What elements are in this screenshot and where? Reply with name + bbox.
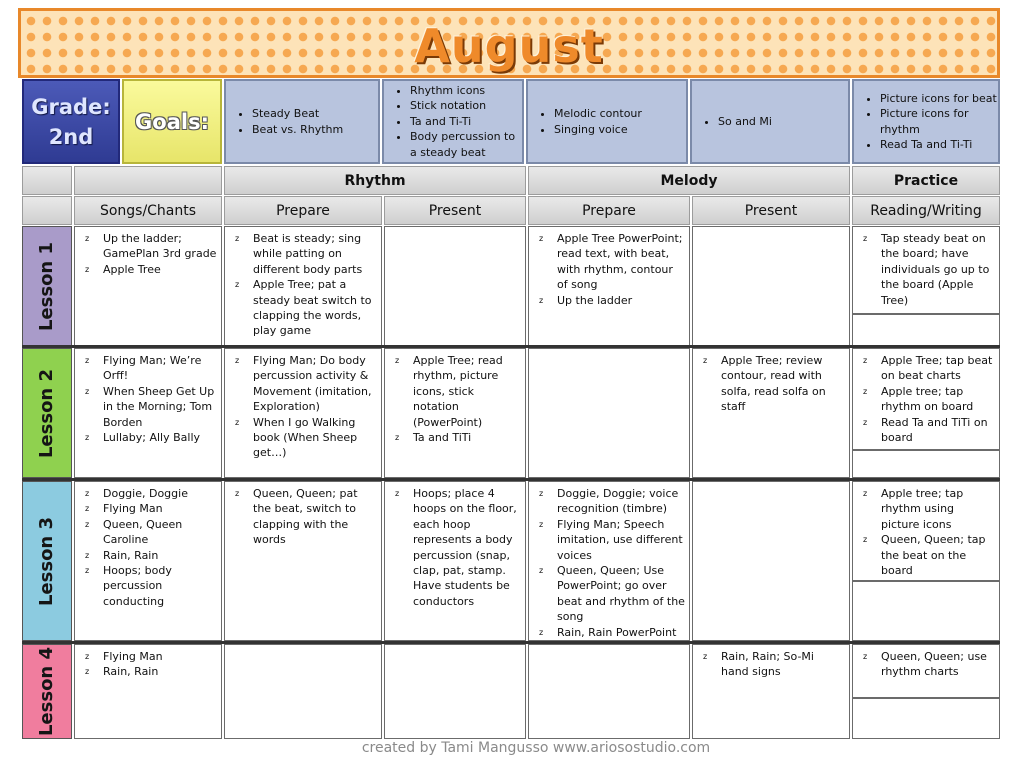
- activity-item: z Read Ta and TiTi on board: [881, 415, 995, 446]
- goal-cell-3: [526, 79, 688, 164]
- activity-list: [697, 353, 845, 415]
- activity-item: z Doggie, Doggie; voice recognition (timbre): [557, 486, 685, 517]
- goal-item: • Body percussion to a steady beat: [410, 129, 522, 160]
- goal-item: • Singing voice: [554, 122, 642, 138]
- goal-list: [532, 106, 642, 137]
- header-practice: Practice: [852, 166, 1000, 195]
- activity-list: [857, 231, 995, 308]
- lesson-tab-1: [22, 226, 72, 346]
- lesson-2-rhythm-present-cell: [384, 348, 526, 478]
- goal-item: • Beat vs. Rhythm: [252, 122, 343, 138]
- lesson-4-melody-present-cell: [692, 644, 850, 739]
- header-blank-songs: [74, 166, 222, 195]
- lesson-divider: [22, 478, 1000, 481]
- goal-item: • Melodic contour: [554, 106, 642, 122]
- grade-label: Grade:: [31, 94, 111, 119]
- activity-item: z Apple Tree: [103, 262, 217, 277]
- activity-list: [857, 353, 995, 445]
- lesson-2-melody-prepare-cell: [528, 348, 690, 478]
- activity-item: z Rain, Rain: [103, 548, 217, 563]
- activity-item: z Hoops; place 4 hoops on the floor, each hoop represents a body percussion (snap, clap, pat, stamp. Have students be conductors: [413, 486, 521, 609]
- activity-item: z Queen, Queen Caroline: [103, 517, 217, 548]
- activity-item: z Queen, Queen; tap the beat on the board: [881, 532, 995, 578]
- lesson-4-reading-cell: [852, 644, 1000, 698]
- column-reading-writing: Reading/Writing: [852, 196, 1000, 225]
- activity-item: z Queen, Queen; use rhythm charts: [881, 649, 995, 680]
- column-rhythm-prepare: Prepare: [224, 196, 382, 225]
- lesson-1-rhythm-prepare-cell: [224, 226, 382, 346]
- activity-item: z Flying Man; Do body percussion activity & Movement (imitation, Exploration): [253, 353, 377, 415]
- goal-item: • Rhythm icons: [410, 83, 522, 99]
- goals-label: Goals:: [135, 109, 209, 134]
- goal-item: • Ta and Ti-Ti: [410, 114, 522, 130]
- goal-item: • Picture icons for beat: [880, 91, 998, 107]
- activity-item: z Doggie, Doggie: [103, 486, 217, 501]
- lesson-4-melody-prepare-cell: [528, 644, 690, 739]
- activity-list: [229, 486, 377, 548]
- lesson-4-reading-extra-cell: [852, 698, 1000, 739]
- goal-cell-1: [224, 79, 380, 164]
- goal-item: • Stick notation: [410, 98, 522, 114]
- activity-item: z Rain, Rain: [103, 664, 217, 679]
- column-melody-prepare: Prepare: [528, 196, 690, 225]
- activity-list: [79, 231, 217, 277]
- goal-cell-2: [382, 79, 524, 164]
- activity-list: [79, 649, 217, 680]
- header-blank-corner-2: [22, 196, 72, 225]
- lesson-3-rhythm-prepare-cell: [224, 481, 382, 641]
- lesson-2-rhythm-prepare-cell: [224, 348, 382, 478]
- lesson-tab-3: [22, 481, 72, 641]
- activity-item: z Beat is steady; sing while patting on different body parts: [253, 231, 377, 277]
- activity-item: z Rain, Rain; So-Mi hand signs: [721, 649, 845, 680]
- activity-list: [389, 486, 521, 609]
- lesson-1-rhythm-present-cell: [384, 226, 526, 346]
- goal-list: [696, 114, 772, 130]
- activity-item: z Apple Tree; pat a steady beat switch to clapping the words, play game: [253, 277, 377, 339]
- activity-list: [389, 353, 521, 445]
- goal-cell-4: [690, 79, 850, 164]
- lesson-4-rhythm-present-cell: [384, 644, 526, 739]
- header-rhythm: Rhythm: [224, 166, 526, 195]
- activity-list: [79, 353, 217, 445]
- activity-item: z Flying Man; Speech imitation, use different voices: [557, 517, 685, 563]
- header-melody: Melody: [528, 166, 850, 195]
- lesson-tab-2: [22, 348, 72, 478]
- goal-item: • Steady Beat: [252, 106, 343, 122]
- lesson-4-songs-cell: [74, 644, 222, 739]
- lesson-2-reading-extra-cell: [852, 450, 1000, 478]
- lesson-3-songs-cell: [74, 481, 222, 641]
- activity-list: [533, 231, 685, 308]
- lesson-3-melody-prepare-cell: [528, 481, 690, 641]
- goal-item: • Read Ta and Ti-Ti: [880, 137, 998, 153]
- activity-list: [229, 353, 377, 461]
- lesson-divider: [22, 345, 1000, 348]
- lesson-label: Lesson 4: [36, 646, 58, 737]
- lesson-4-rhythm-prepare-cell: [224, 644, 382, 739]
- activity-item: z Lullaby; Ally Bally: [103, 430, 217, 445]
- lesson-3-rhythm-present-cell: [384, 481, 526, 641]
- activity-item: z Flying Man; We’re Orff!: [103, 353, 217, 384]
- activity-item: z Apple tree; tap rhythm using picture icons: [881, 486, 995, 532]
- goal-list: [388, 83, 522, 161]
- activity-list: [857, 486, 995, 578]
- activity-item: z Ta and TiTi: [413, 430, 521, 445]
- lesson-label: Lesson 3: [36, 516, 58, 606]
- grade-box: [22, 79, 120, 164]
- activity-item: z Apple tree; tap rhythm on board: [881, 384, 995, 415]
- lesson-2-reading-cell: [852, 348, 1000, 450]
- activity-item: z Flying Man: [103, 501, 217, 516]
- column-rhythm-present: Present: [384, 196, 526, 225]
- lesson-1-melody-prepare-cell: [528, 226, 690, 346]
- lesson-1-melody-present-cell: [692, 226, 850, 346]
- activity-list: [697, 649, 845, 680]
- lesson-divider: [22, 641, 1000, 644]
- lesson-tab-4: [22, 644, 72, 739]
- activity-item: z Rain, Rain PowerPoint: [557, 625, 685, 640]
- footer-credit: created by Tami Mangusso www.ariosostudio.com: [361, 740, 711, 756]
- column-songs-chants: Songs/Chants: [74, 196, 222, 225]
- grade-value: 2nd: [48, 124, 94, 149]
- header-blank-corner: [22, 166, 72, 195]
- page-title: August: [414, 19, 604, 73]
- lesson-1-reading-extra-cell: [852, 314, 1000, 346]
- lesson-label: Lesson 2: [36, 368, 58, 458]
- activity-item: z Apple Tree PowerPoint; read text, with beat, with rhythm, contour of song: [557, 231, 685, 293]
- activity-item: z Apple Tree; review contour, read with solfa, read solfa on staff: [721, 353, 845, 415]
- goals-label-box: [122, 79, 222, 164]
- activity-list: [533, 486, 685, 640]
- column-melody-present: Present: [692, 196, 850, 225]
- activity-item: z Up the ladder: [557, 293, 685, 308]
- activity-list: [229, 231, 377, 339]
- goal-list: [858, 91, 998, 153]
- lesson-3-reading-cell: [852, 481, 1000, 581]
- activity-item: z Queen, Queen; pat the beat, switch to clapping with the words: [253, 486, 377, 548]
- lesson-1-reading-cell: [852, 226, 1000, 314]
- activity-item: z Tap steady beat on the board; have individuals go up to the board (Apple Tree): [881, 231, 995, 308]
- lesson-2-melody-present-cell: [692, 348, 850, 478]
- lesson-3-reading-extra-cell: [852, 581, 1000, 641]
- activity-item: z Hoops; body percussion conducting: [103, 563, 217, 609]
- activity-item: z Flying Man: [103, 649, 217, 664]
- activity-item: z Apple Tree; read rhythm, picture icons, stick notation (PowerPoint): [413, 353, 521, 430]
- lesson-label: Lesson 1: [36, 241, 58, 331]
- activity-item: z When I go Walking book (When Sheep get…): [253, 415, 377, 461]
- goal-item: • Picture icons for rhythm: [880, 106, 998, 137]
- activity-item: z Apple Tree; tap beat on beat charts: [881, 353, 995, 384]
- activity-item: z When Sheep Get Up in the Morning; Tom Borden: [103, 384, 217, 430]
- lesson-1-songs-cell: [74, 226, 222, 346]
- lesson-3-melody-present-cell: [692, 481, 850, 641]
- activity-item: z Queen, Queen; Use PowerPoint; go over beat and rhythm of the song: [557, 563, 685, 625]
- activity-list: [79, 486, 217, 609]
- activity-item: z Up the ladder; GamePlan 3rd grade: [103, 231, 217, 262]
- lesson-2-songs-cell: [74, 348, 222, 478]
- goal-cell-5: [852, 79, 1000, 164]
- goal-list: [230, 106, 343, 137]
- goal-item: • So and Mi: [718, 114, 772, 130]
- activity-list: [857, 649, 995, 680]
- title-banner: [18, 8, 1000, 78]
